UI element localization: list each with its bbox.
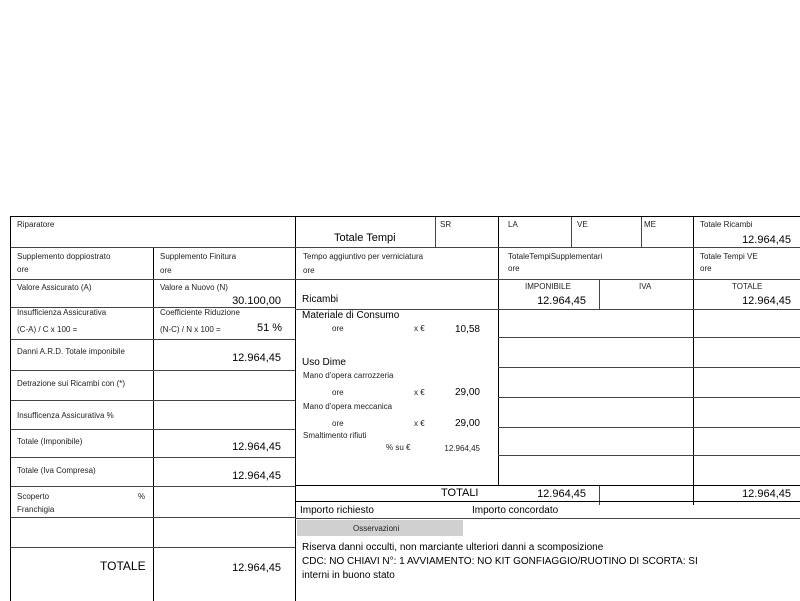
me-label: ME [644,220,656,229]
insufficienza-assicurativa-label: Insufficienza Assicurativa [17,308,107,317]
importo-richiesto-label: Importo richiesto [300,505,374,516]
mano-carrozzeria-label: Mano d'opera carrozzeria [303,371,394,380]
smaltimento-label: Smaltimento rifiuti [303,431,367,440]
danni-ard-label: Danni A.R.D. Totale imponibile [17,347,125,356]
coefficiente-formula: (N-C) / N x 100 = [160,325,221,334]
carrozzeria-ore: ore [332,388,344,397]
osservazioni-line-3: interni in buono stato [302,570,395,581]
ve-label: VE [577,220,588,229]
meccanica-rate: 29,00 [454,418,480,429]
divider [498,397,800,398]
divider [11,370,295,371]
totale-tempi-label: Totale Tempi [334,232,396,244]
perizia-form [10,216,800,601]
divider [11,547,295,548]
totale-tempi-supplementari-unit: ore [508,264,520,273]
divider [641,217,642,247]
coefficiente-value: 51 % [257,322,283,334]
divider [295,518,800,519]
coefficiente-riduzione-label: Coefficiente Riduzione [160,308,240,317]
osservazioni-line-2: CDC: NO CHIAVI N°: 1 AVVIAMENTO: NO KIT GONFIAGGIO/RUOTINO DI SCORTA: SI [302,556,698,567]
carrozzeria-rate: 29,00 [454,387,480,398]
totale-tempi-ve-unit: ore [700,264,712,273]
uso-dime-label: Uso Dime [302,357,346,368]
divider [571,217,572,247]
totale-iva-value: 12.964,45 [232,470,281,482]
ricambi-totale-value: 12.964,45 [742,295,791,307]
scoperto-label: Scoperto [17,492,50,501]
franchigia-label: Franchigia [17,505,55,514]
divider [599,279,600,309]
materiale-ore: ore [332,324,344,333]
divider [11,247,800,248]
materiale-consumo-label: Materiale di Consumo [302,310,400,321]
iva-header: IVA [639,282,652,291]
divider [498,337,800,338]
osservazioni-title: Osservazioni [353,524,400,533]
totali-totale-value: 12.964,45 [742,488,791,500]
tempo-aggiuntivo-unit: ore [303,266,315,275]
divider [498,455,800,456]
totale-tempi-ve-label: Totale Tempi VE [700,252,758,261]
osservazioni-line-1: Riserva danni occulti, non marciante ulteriori danni a scomposizione [302,542,604,553]
totale-ricambi-label: Totale Ricambi [700,220,753,229]
divider [11,279,800,280]
supplemento-finitura-unit: ore [160,266,172,275]
detrazione-ricambi-label: Detrazione sui Ricambi con (*) [17,379,126,388]
totale-ricambi-value: 12.964,45 [742,234,791,246]
materiale-rate: 10,58 [454,324,480,335]
totale-imponibile-value: 12.964,45 [232,441,281,453]
smaltimento-percent: % su € [386,443,411,452]
divider [498,427,800,428]
divider [498,367,800,368]
totali-label: TOTALI [441,487,479,499]
divider [295,217,296,601]
totale-imponibile-label: Totale (Imponibile) [17,437,83,446]
mano-meccanica-label: Mano d'opera meccanica [303,402,393,411]
supplemento-finitura-label: Supplemento Finitura [160,252,237,261]
smaltimento-base: 12.964,45 [444,444,480,453]
meccanica-x: x € [414,419,425,428]
totale-tempi-supplementari-label: TotaleTempiSupplementari [508,252,603,261]
supplemento-doppiostrato-unit: ore [17,265,29,274]
totali-imponibile-value: 12.964,45 [537,488,586,500]
valore-a-nuovo-label: Valore a Nuovo (N) [160,283,228,292]
valore-a-nuovo-value: 30.100,00 [232,295,281,307]
danni-ard-value: 12.964,45 [232,352,281,364]
divider [599,485,600,505]
totale-label: TOTALE [100,559,146,573]
insufficienza-formula: (C-A) / C x 100 = [17,325,78,334]
divider [693,217,694,485]
carrozzeria-x: x € [414,388,425,397]
supplemento-doppiostrato-label: Supplemento doppiostrato [17,252,111,261]
divider [11,429,295,430]
totale-header: TOTALE [732,282,763,291]
la-label: LA [508,220,518,229]
divider [295,485,800,486]
divider [693,485,694,505]
divider [11,486,295,487]
insufficienza-percent-label: Insufficenza Assicurativa % [17,411,114,420]
divider [498,217,499,485]
totale-iva-label: Totale (Iva Compresa) [17,466,96,475]
sr-label: SR [440,220,452,229]
ricambi-label: Ricambi [302,294,339,305]
divider [11,339,295,340]
ricambi-imponibile-value: 12.964,45 [537,295,586,307]
divider [11,517,295,518]
imponibile-header: IMPONIBILE [525,282,571,291]
valore-assicurato-label: Valore Assicurato (A) [17,283,92,292]
divider [11,400,295,401]
meccanica-ore: ore [332,419,344,428]
materiale-x: x € [414,324,425,333]
tempo-aggiuntivo-label: Tempo aggiuntivo per verniciatura [303,252,424,261]
riparatore-label: Riparatore [17,220,55,229]
divider [295,501,800,502]
importo-concordato-label: Importo concordato [472,505,559,516]
totale-value: 12.964,45 [232,562,281,574]
divider [435,217,436,247]
scoperto-percent: % [138,492,146,501]
divider [11,457,295,458]
